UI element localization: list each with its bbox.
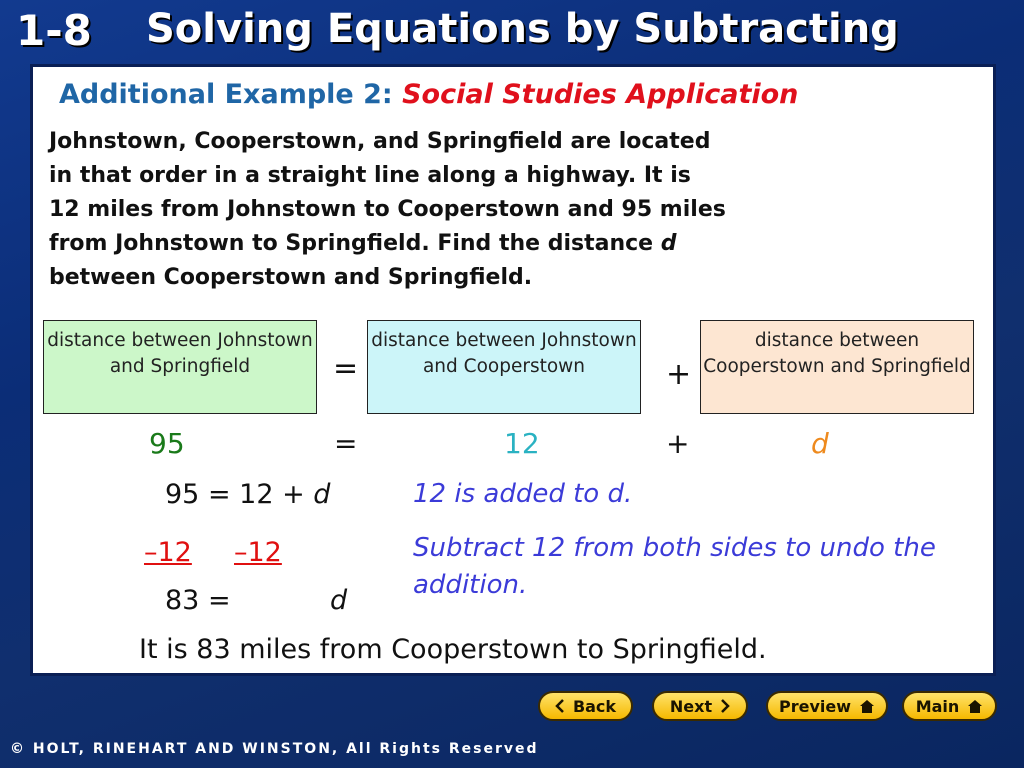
- problem-statement: [49, 125, 949, 295]
- equation-variable: d: [313, 479, 331, 510]
- problem-line: Johnstown, Cooperstown, and Springfield are located: [49, 129, 711, 154]
- equals-sign: =: [334, 427, 358, 460]
- result-variable: d: [330, 585, 348, 616]
- box-johnstown-cooperstown: distance between Johnstown and Cooperstown: [367, 320, 641, 414]
- problem-line: 12 miles from Johnstown to Cooperstown and 95 miles: [49, 197, 726, 222]
- preview-label: Preview: [778, 696, 851, 716]
- plus-sign: +: [666, 427, 690, 460]
- example-subheading: Social Studies Application: [402, 79, 799, 110]
- copyright-footer: © HOLT, RINEHART AND WINSTON, All Rights Reserved: [10, 741, 539, 757]
- chevron-right-icon: [720, 699, 730, 713]
- title-bar: [0, 0, 1024, 64]
- problem-line: in that order in a straight line along a highway. It is: [49, 163, 691, 188]
- home-icon: [859, 699, 875, 714]
- next-label: Next: [669, 696, 713, 716]
- back-label: Back: [572, 696, 617, 716]
- main-button[interactable]: [902, 691, 997, 721]
- problem-variable: d: [660, 231, 677, 256]
- chevron-left-icon: [555, 699, 565, 713]
- plus-sign: +: [666, 357, 692, 392]
- preview-button[interactable]: [766, 691, 888, 721]
- value-total: 95: [149, 427, 185, 460]
- value-unknown: d: [811, 427, 829, 460]
- problem-line: [49, 227, 949, 261]
- example-heading: [59, 79, 798, 110]
- note-added: 12 is added to d.: [413, 479, 633, 509]
- conclusion: It is 83 miles from Cooperstown to Springfield.: [139, 634, 767, 665]
- subtract-left: –12: [144, 537, 192, 568]
- box-cooperstown-springfield: distance between Cooperstown and Springfield: [700, 320, 974, 414]
- problem-line: between Cooperstown and Springfield.: [49, 265, 533, 290]
- equation-text: 95 = 12 +: [165, 479, 314, 510]
- next-button[interactable]: [652, 691, 748, 721]
- subtract-right: –12: [234, 537, 282, 568]
- equation-step: [165, 479, 330, 510]
- lesson-title: Solving Equations by Subtracting: [146, 6, 899, 52]
- home-icon: [967, 699, 983, 714]
- problem-line-text: from Johnstown to Springfield. Find the distance: [49, 231, 661, 256]
- lesson-number: 1-8: [16, 6, 92, 55]
- note-subtract: Subtract 12 from both sides to undo the addition.: [413, 533, 936, 600]
- example-label: Additional Example 2:: [59, 79, 393, 110]
- back-button[interactable]: [538, 691, 633, 721]
- main-label: Main: [915, 696, 960, 716]
- value-part: 12: [504, 427, 540, 460]
- equals-sign: =: [333, 351, 359, 386]
- result-left: 83 =: [165, 585, 231, 616]
- slide-content: [30, 64, 996, 676]
- box-johnstown-springfield: distance between Johnstown and Springfield: [43, 320, 317, 414]
